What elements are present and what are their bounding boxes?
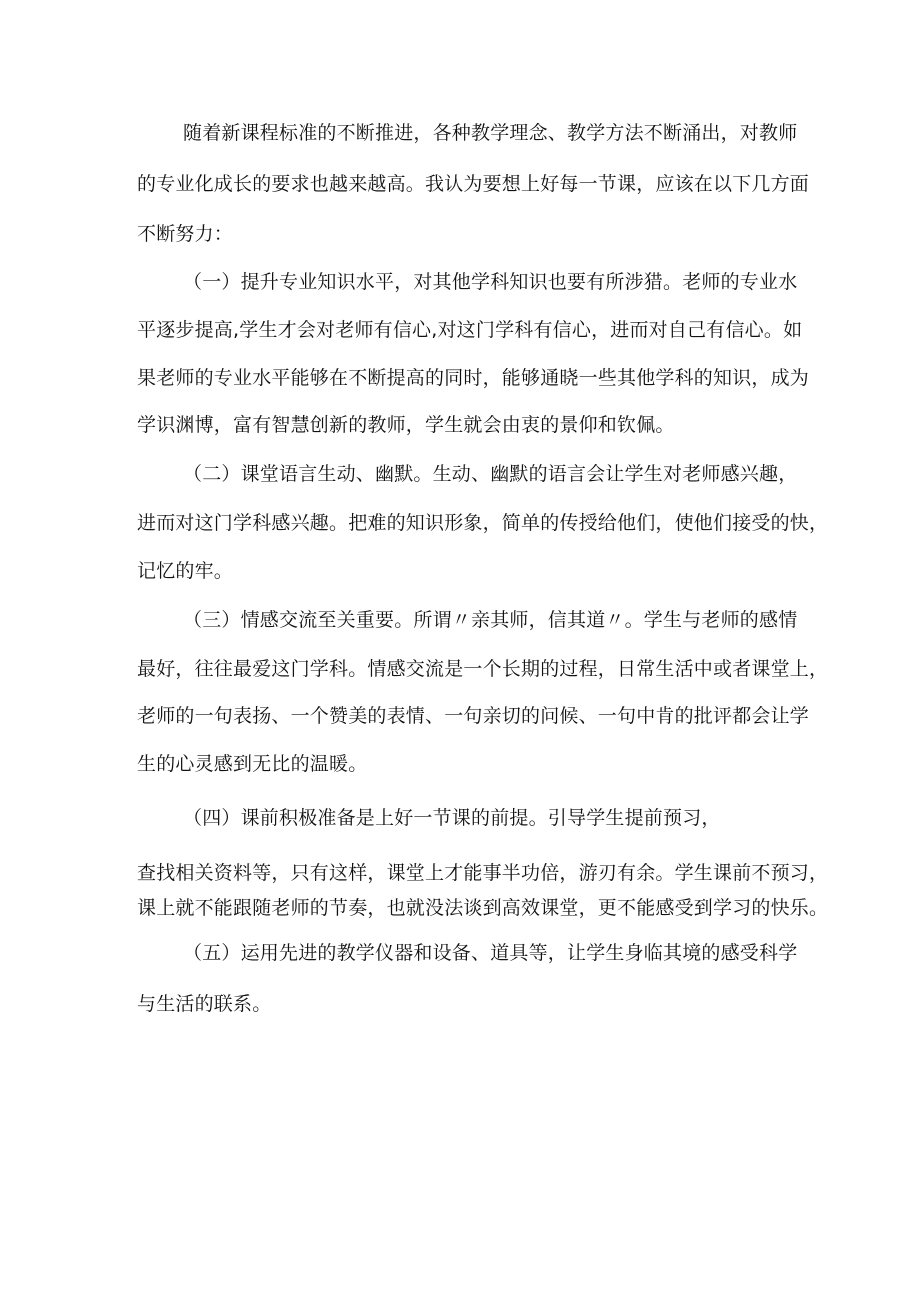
text-line: 课上就不能跟随老师的节奏，也就没法谈到高效课堂，更不能感受到学习的快乐。	[137, 897, 829, 919]
text-line: （五）运用先进的教学仪器和设备、道具等，让学生身临其境的感受科学	[183, 942, 798, 964]
text-line: （四）课前积极准备是上好一节课的前提。引导学生提前预习，	[183, 807, 721, 829]
text-line: 生的心灵感到无比的温暖。	[137, 753, 368, 775]
text-line: （二）课堂语言生动、幽默。生动、幽默的语言会让学生对老师感兴趣，	[183, 463, 798, 485]
text-line: 最好，往往最爱这门学科。情感交流是一个长期的过程，日常生活中或者课堂上，	[137, 658, 829, 680]
text-line: 平逐步提高,学生才会对老师有信心,对这门学科有信心，进而对自己有信心。如	[137, 319, 803, 341]
text-line: （一）提升专业知识水平，对其他学科知识也要有所涉猎。老师的专业水	[183, 271, 798, 293]
text-line: 不断努力：	[137, 223, 234, 245]
text-line: 果老师的专业水平能够在不断提高的同时，能够通晓一些其他学科的知识，成为	[137, 367, 810, 389]
text-line: （三）情感交流至关重要。所谓〃亲其师，信其道〃。学生与老师的感情	[183, 609, 798, 631]
text-line: 查找相关资料等，只有这样，课堂上才能事半功倍，游刃有余。学生课前不预习，	[137, 862, 829, 884]
text-line: 进而对这门学科感兴趣。把难的知识形象，简单的传授给他们，使他们接受的快，	[137, 512, 829, 534]
text-line: 老师的一句表扬、一个赞美的表情、一句亲切的问候、一句中肯的批评都会让学	[137, 705, 810, 727]
text-line: 学识渊博，富有智慧创新的教师，学生就会由衷的景仰和钦佩。	[137, 414, 675, 436]
text-line: 随着新课程标准的不断推进，各种教学理念、教学方法不断涌出，对教师	[183, 122, 798, 144]
text-line: 的专业化成长的要求也越来越高。我认为要想上好每一节课，应该在以下几方面	[137, 173, 810, 195]
text-line: 记忆的牢。	[137, 560, 234, 582]
text-line: 与生活的联系。	[137, 993, 272, 1015]
